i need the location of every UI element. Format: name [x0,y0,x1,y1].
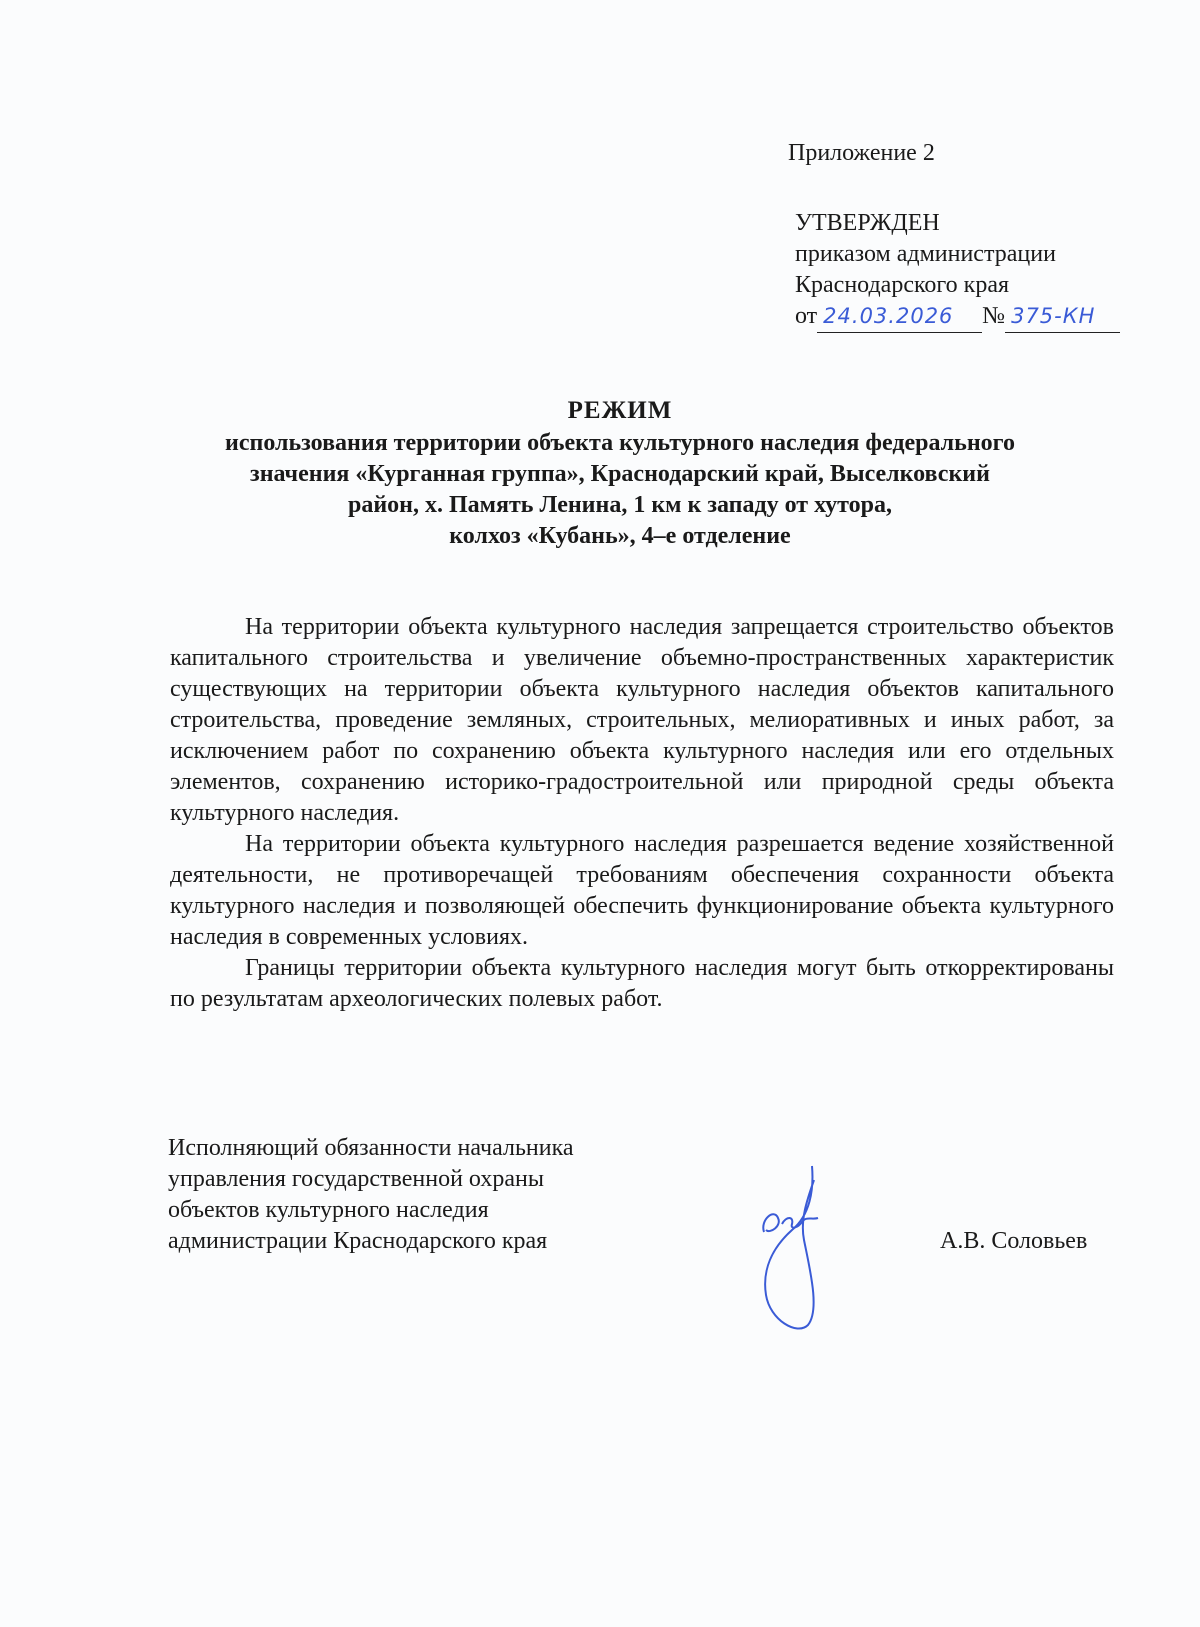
approval-date-number [795,301,1120,333]
document-title [150,395,1090,552]
title-heading: РЕЖИМ [567,397,673,424]
appendix-label: Приложение 2 [788,140,935,166]
signer-line-4: администрации Краснодарского края [168,1228,548,1254]
title-line-3: район, х. Память Ленина, 1 км к западу от хутора, [347,492,893,518]
document-body [170,612,1114,1015]
signature-initials [763,1214,818,1232]
signer-line-1: Исполняющий обязанности начальника [168,1135,574,1161]
date-prefix: от [795,303,818,329]
date-field [817,301,982,333]
paragraph-permission: На территории объекта культурного наследия разрешается ведение хозяйственной деятельности, не противоречащей требованиям обеспечения сохранности объекта культурного наследия и позволяющей обеспечить функционирование объекта культурного наследия в современных условиях. [170,831,1114,950]
handwritten-signature [752,1160,862,1340]
title-line-4: колхоз «Кубань», 4–е отделение [449,523,791,549]
signer-line-3: объектов культурного наследия [168,1197,489,1223]
signer-name: А.В. Соловьев [940,1228,1088,1254]
handwritten-date: 24.03.2026 [823,304,954,328]
number-prefix: № [982,303,1006,329]
signer-line-2: управления государственной охраны [168,1166,544,1192]
approval-status: УТВЕРЖДЕН [795,210,940,236]
title-line-2: значения «Курганная группа», Краснодарский край, Выселковский [250,461,990,487]
approval-line-2: Краснодарского края [795,272,1010,298]
handwritten-number: 375-КН [1011,304,1096,328]
paragraph-prohibition: На территории объекта культурного наследия запрещается строительство объектов капитального строительства и увеличение объемно-пространственных характеристик существующих на территории объекта культурного наследия объектов капитального строительства, проведение земляных, строительных, мелиоративных и иных работ, за исключением работ по сохранению объекта культурного наследия или его отдельных элементов, сохранению историко-градостроительной или природной среды объекта культурного наследия. [170,614,1114,826]
approval-block [795,208,1120,333]
signer-position [168,1133,574,1257]
approval-line-1: приказом администрации [795,241,1056,267]
title-line-1: использования территории объекта культурного наследия федерального [225,430,1015,456]
number-field [1005,301,1120,333]
signature-stroke [765,1166,814,1329]
paragraph-boundaries: Границы территории объекта культурного наследия могут быть откорректированы по результатам археологических полевых работ. [170,955,1114,1012]
